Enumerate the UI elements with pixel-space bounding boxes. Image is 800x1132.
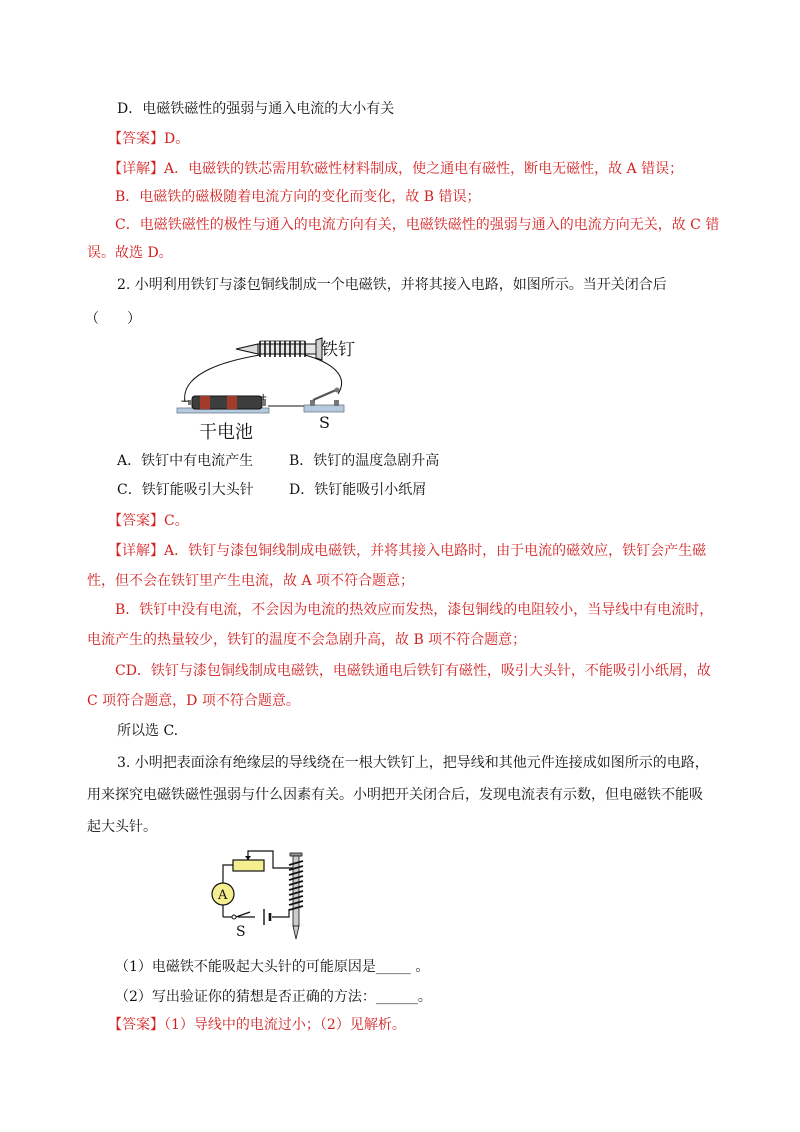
wire-left [185,355,260,402]
q1-explain-line: 误。故选 D。 [87,245,173,261]
nail-label: 铁钉 [321,340,355,360]
battery-icon [177,396,269,413]
switch-icon [232,912,250,919]
q3-sub-question-2: （2）写出验证你的猜想是否正确的方法：______。 [115,989,432,1005]
knife-switch-icon [304,388,344,413]
q1-answer: 【答案】D。 [108,131,190,147]
q2-explain-line: CD．铁钉与漆包铜线制成电磁铁，电磁铁通电后铁钉有磁性，吸引大头针，不能吸引小纸屑，故 [115,663,711,679]
q2-option-c: C．铁钉能吸引大头针 [117,482,254,498]
q1-option-d: D．电磁铁磁性的强弱与通入电流的大小有关 [117,101,395,117]
nail-coil-icon [289,853,303,939]
q2-explain-line: C 项符合题意，D 项不符合题意。 [87,693,300,709]
q3-electromagnet-circuit-figure [205,843,320,948]
q1-explain-line: B．电磁铁的磁极随着电流方向的变化而变化，故 B 错误； [115,189,481,205]
wire-bottom-right [272,909,289,917]
switch-label: S [319,413,330,432]
q3-sub-question-1: （1）电磁铁不能吸起大头针的可能原因是_____ 。 [115,959,430,975]
battery-label: 干电池 [199,422,253,443]
q1-explain-line: C．电磁铁磁性的极性与通入的电流方向有关，电磁铁磁性的强弱与通入的电流方向无关，故 C 错 [115,217,720,233]
q2-stem: 2. 小明利用铁钉与漆包铜线制成一个电磁铁，并将其接入电路，如图所示。当开关闭合后 [117,277,667,293]
q1-explain-line: 【详解】A．电磁铁的铁芯需用软磁性材料制成，使之通电有磁性，断电无磁性，故 A 错误； [108,161,684,177]
battery-cell-icon [264,909,270,925]
q2-explain-line: 【详解】A．铁钉与漆包铜线制成电磁铁，并将其接入电路时，由于电流的磁效应，铁钉会产生磁 [108,543,707,559]
q2-answer: 【答案】C。 [108,513,189,529]
q2-answer-bracket: （ ） [85,311,141,327]
q3-answer: 【答案】（1）导线中的电流过小；（2）见解析。 [108,1017,406,1033]
q3-stem-line: 起大头针。 [87,819,157,835]
q2-option-d: D．铁钉能吸引小纸屑 [289,482,427,498]
q2-option-b: B．铁钉的温度急剧升高 [289,453,440,469]
rheostat-icon [233,856,264,871]
q2-option-a: A．铁钉中有电流产生 [117,453,254,469]
q2-electromagnet-circuit-figure [170,330,370,445]
ammeter-label: A [218,888,228,903]
q3-stem-line: 3. 小明把表面涂有绝缘层的导线绕在一根大铁钉上，把导线和其他元件连接成如图所示的电路， [117,755,709,771]
q2-explain-line: B．铁钉中没有电流，不会因为电流的热效应而发热，漆包铜线的电阻较小，当导线中有电流时， [115,602,714,618]
battery-minus-label: − [180,394,191,408]
q3-stem-line: 用来探究电磁铁磁性强弱与什么因素有关。小明把开关闭合后，发现电流表有示数，但电磁铁不能吸 [87,787,703,803]
battery-plus-label: + [259,392,268,403]
switch-label: S [236,924,246,940]
q2-conclusion: 所以选 C. [117,723,179,739]
q2-explain-line: 性，但不会在铁钉里产生电流，故 A 项不符合题意； [87,573,415,589]
q2-explain-line: 电流产生的热量较少，铁钉的温度不会急剧升高，故 B 项不符合题意； [87,632,527,648]
